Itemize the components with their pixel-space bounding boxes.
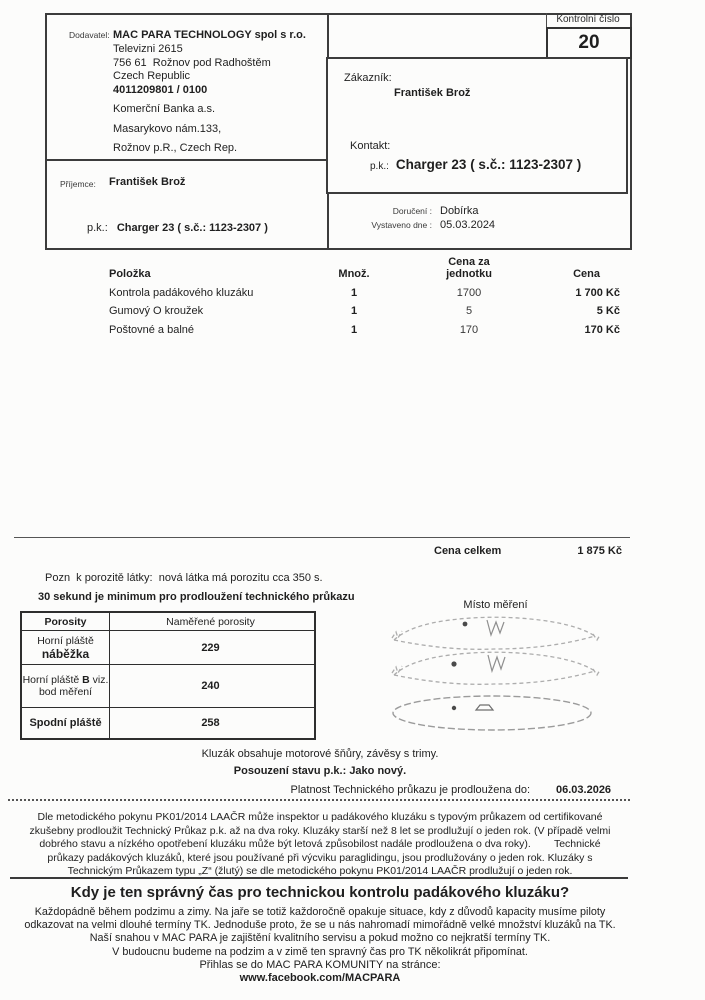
legal-line: Technickým Průkazem typu „Z“ (žlutý) se dle metodického pokynu PK01/2014 LAAČR prodlužují o jeden rok. — [67, 865, 573, 878]
condition-assessment: Posouzení stavu p.k.: Jako nový. — [233, 765, 407, 777]
label-line2: bod měření — [38, 686, 93, 698]
header-unit-line2: jednotku — [446, 268, 492, 280]
legal-paragraph — [8, 811, 632, 879]
dotted-divider-line — [8, 799, 630, 801]
item-qty: 1 — [350, 305, 358, 318]
promo-line: odkazovat na velmi dlouhé termíny TK. Jednoduše proto, že se u nás nahromadí mimořádně velké množství kluzáků na TK. — [24, 919, 616, 932]
items-header-row — [109, 256, 620, 280]
label-line1 — [23, 674, 109, 686]
control-number-value: 20 — [578, 32, 600, 53]
recipient-pk-row — [87, 222, 268, 234]
contact-label: Kontakt: — [350, 140, 391, 152]
items-rows — [109, 284, 620, 340]
porosity-row-label — [22, 631, 109, 664]
supplier-bank-city: Rožnov p.R., Czech Rep. — [113, 142, 238, 155]
header-qty: Množ. — [338, 268, 370, 280]
porosity-row — [22, 707, 314, 738]
measurement-title: Místo měření — [463, 599, 528, 611]
control-number-label: Kontrolní číslo — [546, 13, 629, 27]
label-pre: Horní pláště — [22, 674, 83, 686]
recipient-label: Příjemce: — [60, 179, 96, 189]
label-bold: B — [82, 674, 90, 686]
delivery-row — [328, 204, 495, 218]
item-unit-price: 1700 — [456, 286, 482, 299]
item-name: Poštovné a balné — [109, 324, 195, 337]
legal-line: zkušebny prodloužit Technický Průkaz p.k. až na dva roky. Kluzáky starší než 8 let se prodlužují o jeden rok. (V případě velmi — [29, 824, 611, 837]
table-row — [109, 284, 620, 303]
issued-value: 05.03.2024 — [440, 219, 496, 231]
issued-label: Vystaveno dne : — [371, 220, 432, 230]
glider-contents-note: Kluzák obsahuje motorové šňůry, závěsy s trimy. — [201, 748, 439, 760]
delivery-block — [328, 204, 495, 232]
supplier-label: Dodavatel: — [69, 30, 110, 40]
label-post: viz. — [89, 674, 109, 686]
item-price: 1 700 Kč — [575, 286, 620, 299]
solid-divider-line — [10, 877, 628, 879]
porosity-row-label: Spodní pláště — [29, 717, 102, 729]
item-price: 170 Kč — [584, 324, 620, 337]
canopy-sketch-diagram — [388, 613, 603, 735]
promo-paragraph — [8, 906, 632, 959]
porosity-row — [22, 630, 314, 664]
delivery-value: Dobírka — [440, 205, 479, 217]
porosity-header-row — [22, 613, 314, 630]
recipient-pk-label: p.k.: — [87, 222, 108, 234]
total-label: Cena celkem — [434, 545, 502, 557]
item-qty: 1 — [350, 286, 358, 299]
porosity-table — [20, 611, 316, 740]
community-cta: Přihlas se do MAC PARA KOMUNITY na stránce: — [199, 959, 441, 971]
porosity-header-col2: Naměřené porosity — [109, 613, 311, 630]
supplier-bank-street: Masarykovo nám.133, — [113, 122, 222, 135]
header-horizontal-divider — [47, 159, 328, 161]
customer-name: František Brož — [394, 87, 471, 99]
header-price: Cena — [573, 268, 600, 280]
promo-line: Naší snahou v MAC PARA je zajištění kvalitního servisu a pokud možno co nejkratší termíny TK. — [89, 932, 551, 945]
facebook-url: www.facebook.com/MACPARA — [239, 972, 401, 984]
item-price: 5 Kč — [596, 305, 620, 318]
porosity-row — [22, 664, 314, 707]
supplier-country: Czech Republic — [113, 70, 191, 83]
header-item: Položka — [109, 268, 151, 280]
legal-line: dobrého stavu a nízkého opotřebení kluzáku může být letová způsobilost nadále prodloužena o dva roky). Technické — [39, 838, 601, 851]
items-table — [109, 256, 620, 340]
validity-date: 06.03.2026 — [556, 784, 612, 796]
supplier-account: 4011209801 / 0100 — [113, 84, 208, 97]
legal-line: průkazy padákových kluzáků, které jsou používané při výcviku paraglidingu, jsou prodlužovány o jeden rok. Kluzáky s — [47, 851, 593, 864]
delivery-label: Doručení : — [392, 206, 432, 216]
total-value: 1 875 Kč — [577, 545, 622, 557]
control-number-box — [546, 27, 632, 59]
porosity-note: Pozn k porozitě látky: nová látka má porozitu cca 350 s. — [45, 572, 323, 584]
porosity-value: 240 — [109, 665, 311, 707]
promo-line: V budoucnu budeme na podzim a v zimě ten spravný čas pro TK několikrát připomínat. — [112, 945, 528, 958]
customer-pk-value: Charger 23 ( s.č.: 1123-2307 ) — [395, 157, 582, 172]
porosity-row-label — [22, 665, 109, 707]
porosity-value: 229 — [109, 631, 311, 664]
supplier-street: Televizni 2615 — [113, 42, 183, 55]
promo-heading: Kdy je ten správný čas pro technickou kontrolu padákového kluzáku? — [70, 884, 570, 901]
issued-row — [328, 218, 495, 232]
porosity-header-col1: Porosity — [44, 615, 87, 628]
canopy-sketch-svg — [388, 613, 603, 735]
table-row — [109, 321, 620, 340]
customer-label: Zákazník: — [344, 72, 392, 84]
recipient-name: František Brož — [109, 176, 186, 188]
recipient-pk-value: Charger 23 ( s.č.: 1123-2307 ) — [116, 222, 268, 234]
item-name: Kontrola padákového kluzáku — [109, 286, 254, 299]
supplier-address-block — [113, 29, 306, 156]
header-unit-line1: Cena za — [448, 256, 490, 268]
promo-line: Každopádně během podzimu a zimy. Na jaře se totiž každoročně opakuje situace, kdy z důvodů kapacity musíme piloty — [34, 906, 606, 918]
porosity-minimum-note: 30 sekund je minimum pro prodloužení technického průkazu — [38, 591, 355, 603]
item-qty: 1 — [350, 324, 358, 337]
supplier-city: 756 61 Rožnov pod Radhoštěm — [113, 56, 271, 69]
label-line2: náběžka — [41, 646, 90, 661]
total-divider-line — [14, 537, 630, 538]
legal-line: Dle metodického pokynu PK01/2014 LAAČR může inspektor u padákového kluzáku s typovým průkazem od certifikované — [37, 811, 603, 823]
validity-label: Platnost Technického průkazu je prodloužena do: — [290, 784, 530, 796]
customer-pk-row — [370, 157, 581, 172]
porosity-value: 258 — [109, 708, 311, 738]
table-row — [109, 302, 620, 321]
header-unit-price — [404, 256, 534, 280]
label-line1: Horní pláště — [37, 634, 94, 647]
item-name: Gumový O kroužek — [109, 305, 204, 318]
item-unit-price: 5 — [465, 305, 473, 318]
item-unit-price: 170 — [459, 324, 479, 337]
supplier-bank: Komerční Banka a.s. — [113, 103, 216, 116]
supplier-name: MAC PARA TECHNOLOGY spol s r.o. — [113, 29, 306, 41]
customer-pk-label: p.k.: — [370, 161, 389, 172]
customer-box — [326, 57, 628, 194]
